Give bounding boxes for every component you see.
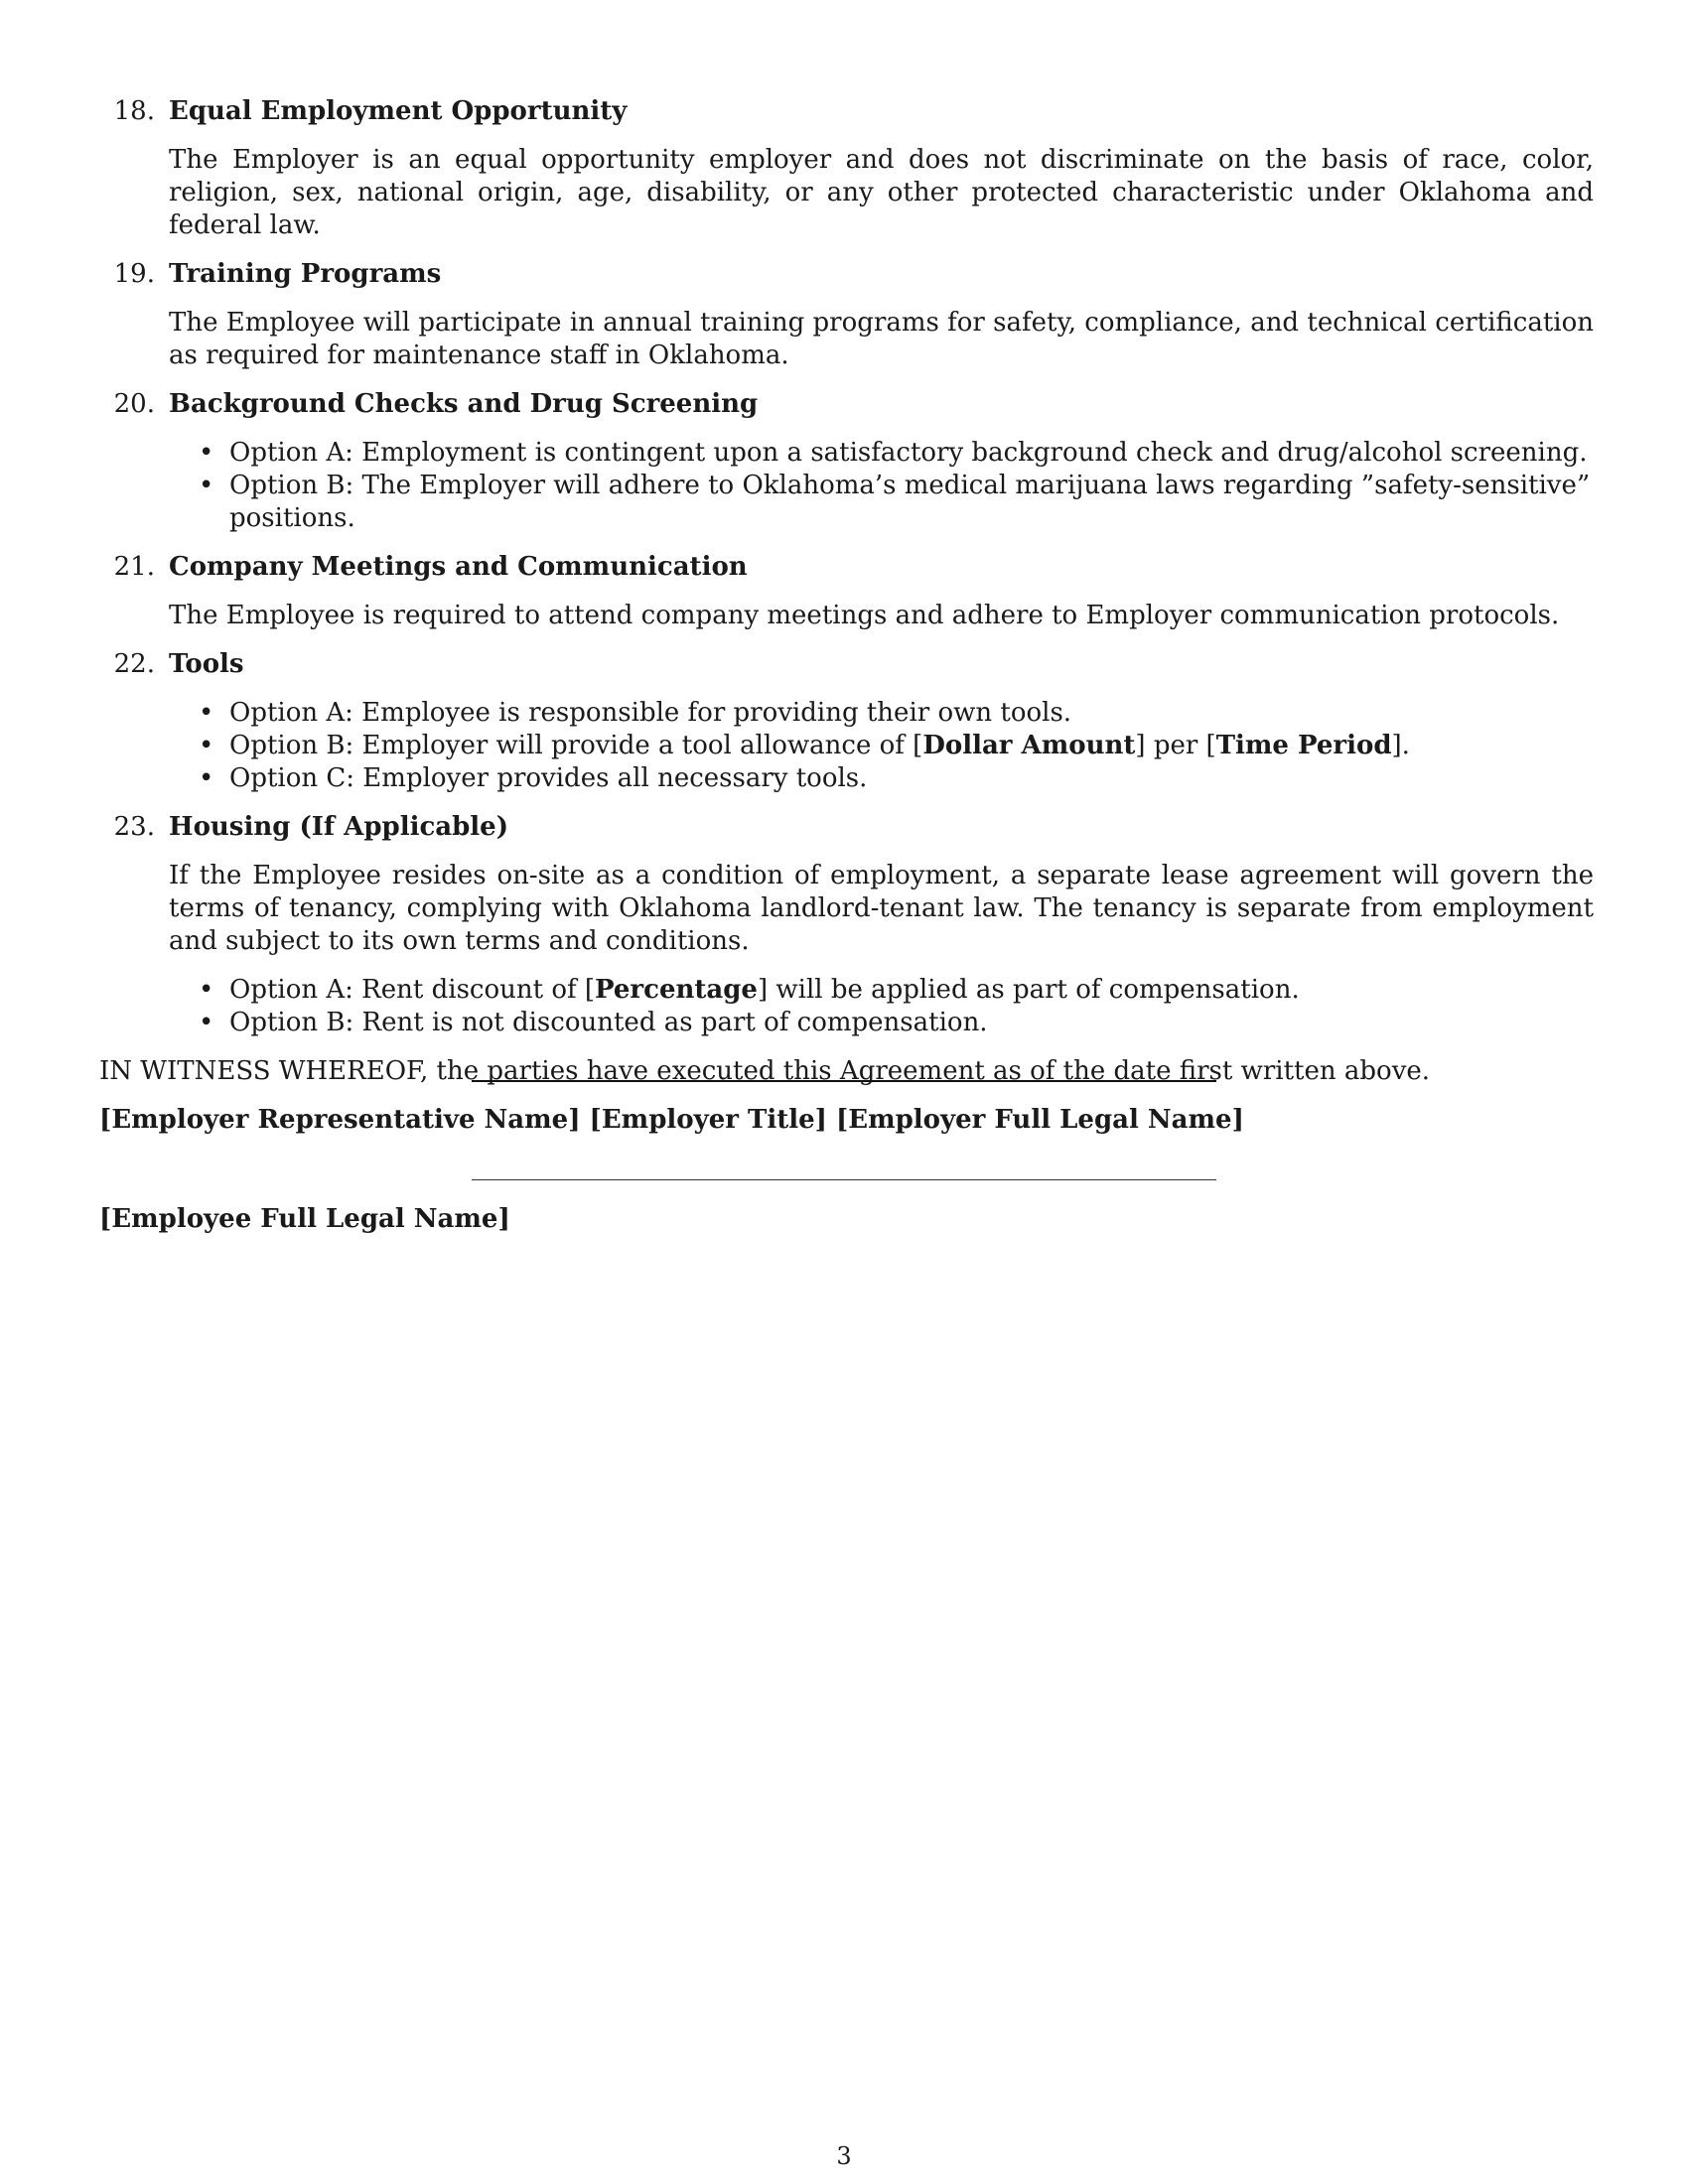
list-item: • Option B: The Employer will adhere to Oklahoma’s medical marijuana laws regarding ”safety-sensitive” positions.: [199, 471, 1591, 533]
list-item: • Option B: Rent is not discounted as part of compensation.: [199, 1008, 988, 1037]
page-number: 3: [836, 2142, 852, 2170]
placeholder-time-period: Time Period: [1215, 731, 1392, 760]
section-number: 18.: [113, 96, 155, 126]
bullet-icon: •: [199, 763, 214, 793]
section-18: [99, 95, 1594, 242]
section-title: Equal Employment Opportunity: [169, 96, 628, 126]
option-list: [169, 974, 1594, 1039]
employee-signature-line: [472, 1179, 1216, 1180]
section-title: Background Checks and Drug Screening: [169, 389, 759, 419]
section-number: 22.: [113, 649, 155, 679]
bullet-icon: •: [199, 1008, 214, 1037]
list-item: • Option A: Rent discount of [Percentage] will be applied as part of compensation.: [199, 975, 1300, 1005]
section-body: The Employee is required to attend company meetings and adhere to Employer communication protocols.: [169, 601, 1560, 630]
placeholder-dollar-amount: Dollar Amount: [922, 731, 1136, 760]
section-title: Tools: [169, 649, 244, 679]
list-item: • Option A: Employment is contingent upon a satisfactory background check and drug/alcohol screening.: [199, 438, 1588, 468]
bullet-icon: •: [199, 731, 214, 760]
section-body: The Employer is an equal opportunity employer and does not discriminate on the basis of race, color, religion, sex, national origin, age, disability, or any other protected characteristic under Oklahoma and federal law.: [169, 145, 1594, 240]
section-number: 23.: [113, 812, 155, 842]
section-21: [99, 551, 1594, 632]
section-body: If the Employee resides on-site as a condition of employment, a separate lease agreement will govern the terms of tenancy, complying with Oklahoma landlord-tenant law. The tenancy is separate from employment and subject to its own terms and conditions.: [169, 861, 1594, 956]
bullet-icon: •: [199, 438, 214, 468]
section-body: The Employee will participate in annual training programs for safety, compliance, and technical certification as required for maintenance staff in Oklahoma.: [169, 308, 1594, 370]
section-number: 21.: [113, 552, 155, 582]
section-23: [99, 811, 1594, 1039]
section-22: [99, 648, 1594, 795]
section-20: [99, 388, 1594, 535]
section-number: 20.: [113, 389, 155, 419]
placeholder-percentage: Percentage: [595, 975, 758, 1005]
section-title: Housing (If Applicable): [169, 812, 509, 842]
section-title: Company Meetings and Communication: [169, 552, 748, 582]
employee-signature-label: [Employee Full Legal Name]: [99, 1204, 510, 1234]
option-list: [169, 697, 1594, 795]
list-item: • Option C: Employer provides all necessary tools.: [199, 763, 868, 793]
bullet-icon: •: [199, 471, 214, 500]
employer-signature-label: [Employer Representative Name] [Employer Title] [Employer Full Legal Name]: [99, 1105, 1244, 1135]
employer-signature-line: [472, 1080, 1216, 1082]
witness-statement: IN WITNESS WHEREOF, the parties have executed this Agreement as of the date first written above.: [99, 1056, 1431, 1086]
list-item: • Option B: Employer will provide a tool allowance of [Dollar Amount] per [Time Period].: [199, 731, 1410, 760]
option-list: [169, 437, 1594, 535]
section-number: 19.: [113, 259, 155, 289]
document-content: [99, 95, 1594, 1088]
bullet-icon: •: [199, 698, 214, 728]
bullet-icon: •: [199, 975, 214, 1005]
section-19: [99, 258, 1594, 372]
list-item: • Option A: Employee is responsible for providing their own tools.: [199, 698, 1072, 728]
section-title: Training Programs: [169, 259, 442, 289]
